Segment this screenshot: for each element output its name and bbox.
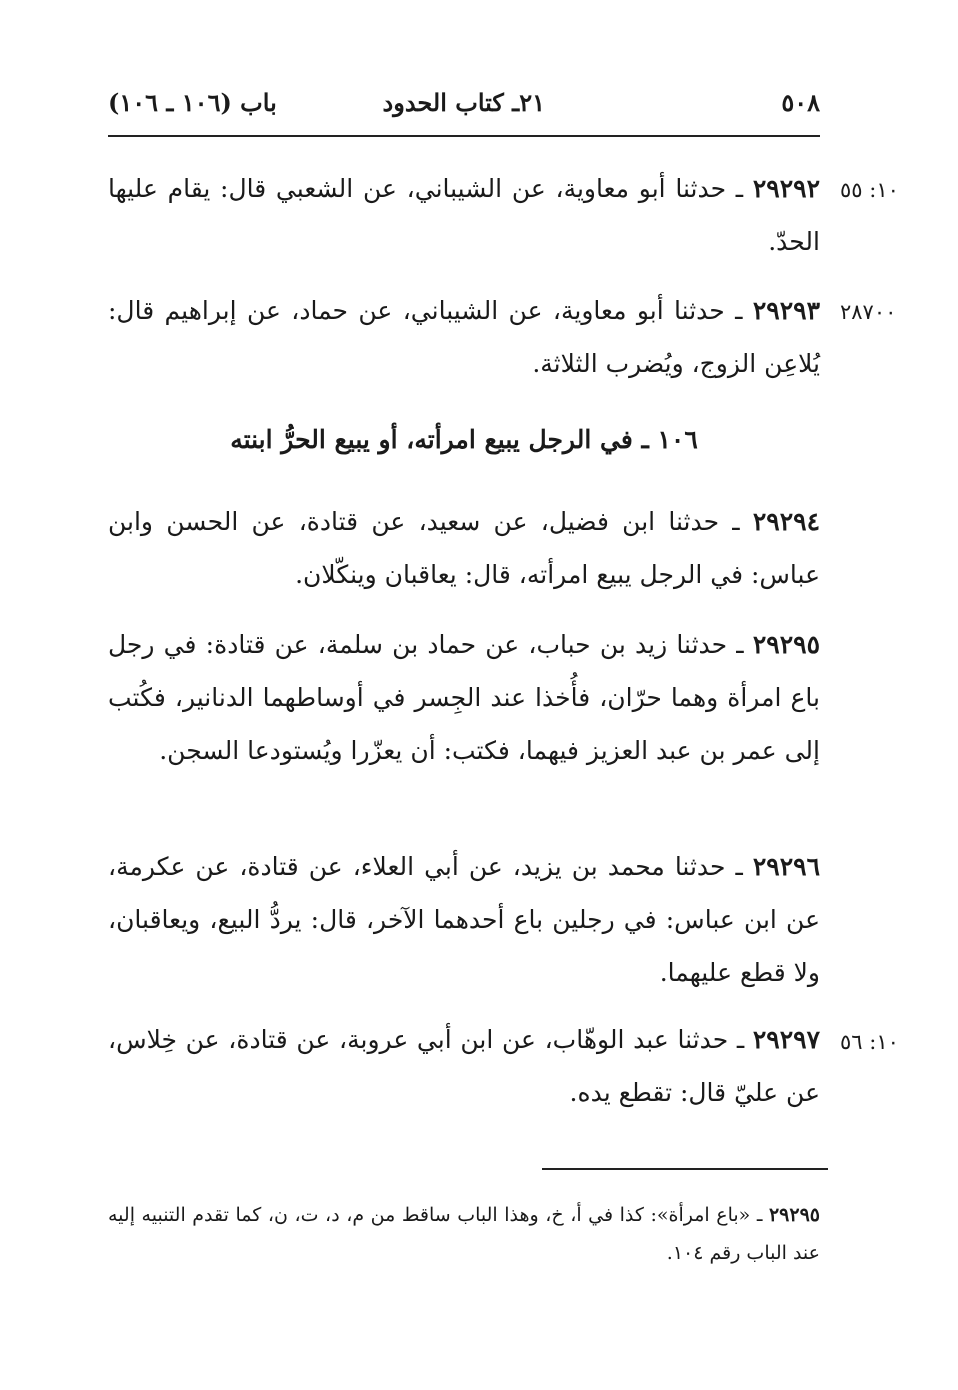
hadith-paragraph: [108, 162, 820, 268]
hadith-paragraph: [108, 1013, 820, 1119]
page-number: ٥٠٨: [781, 88, 820, 117]
header-rule: [108, 135, 820, 137]
hadith-text: ـ حدثنا ابن فضيل، عن سعيد، عن قتادة، عن الحسن وابن عباس: في الرجل يبيع امرأته، قال: يعاقبان وينكّلان.: [108, 507, 820, 589]
chapter-range: باب (١٠٦ ـ ١٠٦): [108, 88, 277, 117]
page-header: [108, 88, 820, 128]
hadith-paragraph: [108, 618, 820, 777]
footnote-text: ـ «باع امرأة»: كذا في أ، خ، وهذا الباب ساقط من م، د، ت، ن، كما تقدم التنبيه إليه عند الباب رقم ١٠٤.: [108, 1204, 820, 1264]
book-title: ٢١ـ كتاب الحدود: [382, 88, 545, 117]
hadith-paragraph: [108, 840, 820, 999]
margin-reference: ١٠: ٥٥: [840, 178, 899, 202]
hadith-paragraph: [108, 495, 820, 601]
footnote: [108, 1196, 820, 1272]
hadith-text: ـ حدثنا عبد الوهّاب، عن ابن أبي عروبة، عن قتادة، عن خِلاس، عن عليّ قال: تقطع يده.: [108, 1025, 820, 1107]
section-heading: ١٠٦ ـ في الرجل يبيع امرأته، أو يبيع الحرُّ ابنته: [230, 425, 698, 454]
margin-reference: ١٠: ٥٦: [840, 1030, 899, 1054]
margin-reference: ٢٨٧٠٠: [840, 300, 897, 324]
hadith-text: ـ حدثنا محمد بن يزيد، عن أبي العلاء، عن قتادة، عن عكرمة، عن ابن عباس: في رجلين باع أحدهما الآخر، قال: يردُّ البيع، ويعاقبان، ولا قطع عليهما.: [108, 852, 820, 987]
hadith-number: ٢٩٢٩٤: [752, 507, 820, 536]
hadith-number: ٢٩٢٩٥: [752, 630, 820, 659]
footnote-rule: [542, 1168, 828, 1170]
hadith-paragraph: [108, 284, 820, 390]
hadith-text: ـ حدثنا أبو معاوية، عن الشيباني، عن حماد، عن إبراهيم قال: يُلاعِن الزوج، ويُضرب الثلاثة.: [108, 296, 820, 378]
hadith-text: ـ حدثنا زيد بن حباب، عن حماد بن سلمة، عن قتادة: في رجل باع امرأة وهما حرّان، فأُخذا عند الجِسر في أوساطهما الدنانير، فكُتب إلى عمر بن عبد العزيز فيهما، فكتب: أن يعزّرا ويُستودعا السجن.: [108, 630, 820, 765]
hadith-number: ٢٩٢٩٦: [752, 852, 820, 881]
footnote-number: ٢٩٢٩٥: [768, 1204, 820, 1226]
hadith-number: ٢٩٢٩٧: [752, 1025, 820, 1054]
hadith-number: ٢٩٢٩٣: [752, 296, 820, 325]
hadith-text: ـ حدثنا أبو معاوية، عن الشيباني، عن الشعبي قال: يقام عليها الحدّ.: [108, 174, 820, 256]
hadith-number: ٢٩٢٩٢: [752, 174, 820, 203]
